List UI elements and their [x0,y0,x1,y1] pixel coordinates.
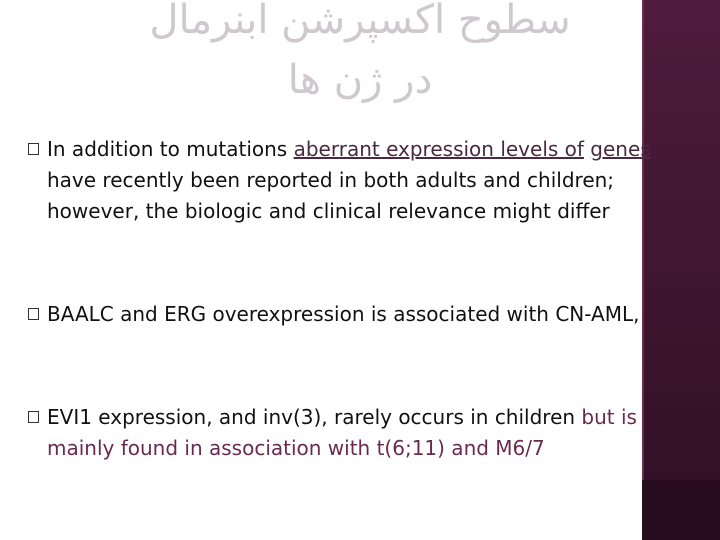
bullet-item [28,402,678,464]
bullet-text: EVI1 [47,405,92,429]
bullet-text: BAALC and ERG overexpression is associated with CN-AML, [47,302,640,326]
bullet-link[interactable]: genes [590,137,651,161]
bullet-link[interactable]: aberrant expression levels of [293,137,584,161]
side-band-bottom-bar [642,480,720,540]
bullet-text: expression, and inv(3), rarely occurs in children [91,405,582,429]
bullet-marker-icon [28,411,39,423]
slide-title-line-1: سطوح اکسپرشن ابنرمال [149,0,571,43]
bullet-text-highlight: but is mainly found in association with t(6;11) and M6/7 [47,405,637,460]
slide-title-line-2: در ژن ها [287,57,433,103]
bullet-item [28,299,678,330]
bullet-text: have recently been reported in both adults and children; however, the biologic and clinical relevance might differ [47,168,615,223]
bullet-item [28,134,678,227]
bullet-marker-icon [28,308,39,320]
bullet-text: In addition to mutations [47,137,294,161]
bullet-marker-icon [28,143,39,155]
